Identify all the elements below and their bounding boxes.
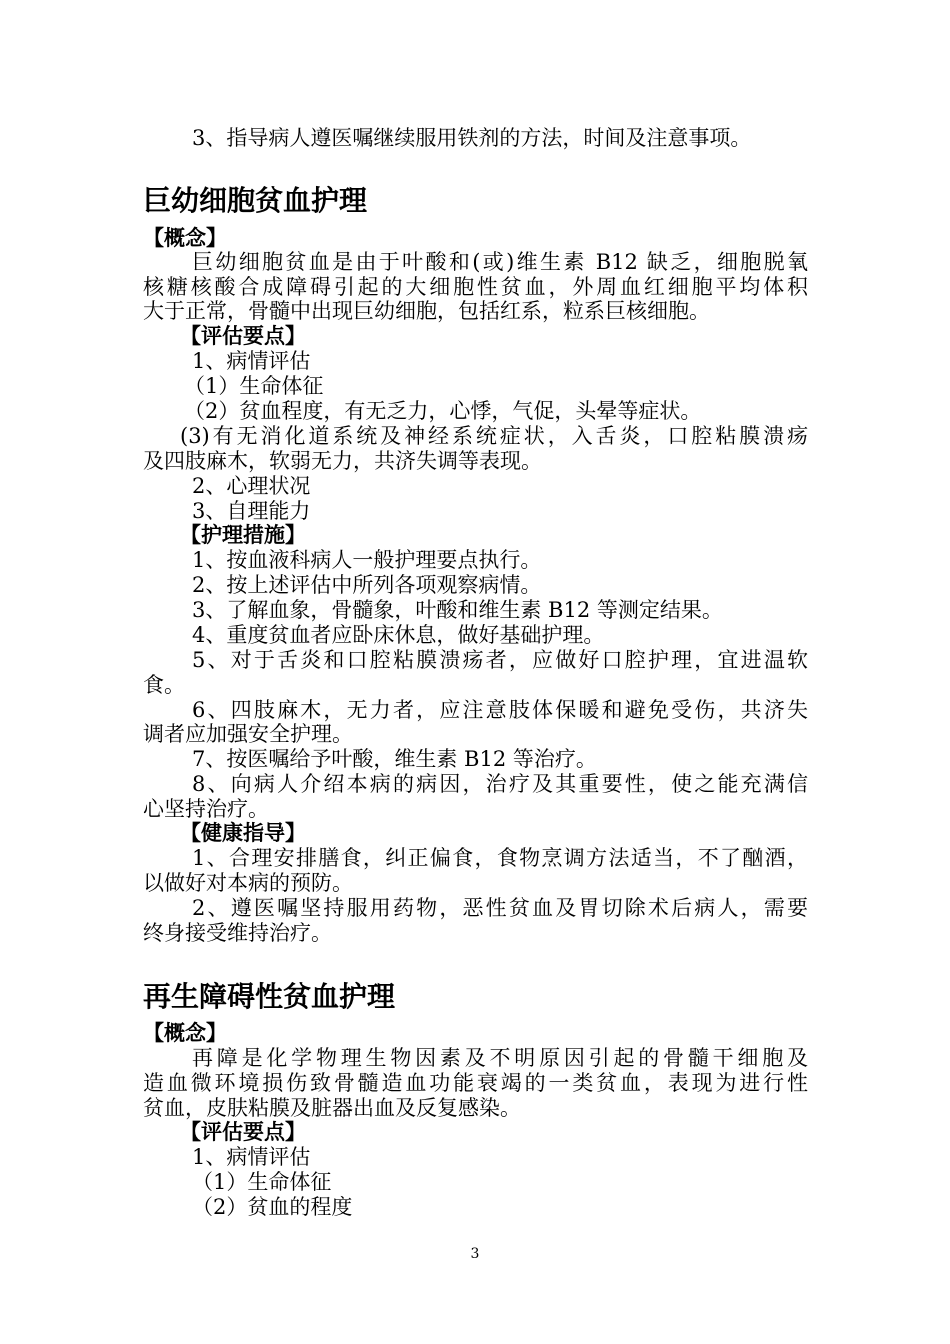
paragraph-line: 心坚持治疗。 bbox=[143, 797, 269, 821]
paragraph-line: （2）贫血程度，有无乏力，心悸，气促，头晕等症状。 bbox=[184, 399, 702, 423]
paragraph-line: 2、心理状况 bbox=[192, 474, 311, 498]
paragraph-line: 及四肢麻木，软弱无力，共济失调等表现。 bbox=[143, 449, 542, 473]
paragraph-line: 3、了解血象，骨髓象，叶酸和维生素 B12 等测定结果。 bbox=[192, 598, 723, 622]
paragraph-line: （1）生命体征 bbox=[192, 1170, 332, 1194]
paragraph-line: 3、自理能力 bbox=[192, 499, 311, 523]
paragraph-line: 终身接受维持治疗。 bbox=[143, 921, 332, 945]
paragraph-line: 造血微环境损伤致骨髓造血功能衰竭的一类贫血，表现为进行性 bbox=[143, 1071, 808, 1095]
paragraph-line: 7、按医嘱给予叶酸，维生素 B12 等治疗。 bbox=[192, 747, 597, 771]
paragraph-line: 核糖核酸合成障碍引起的大细胞性贫血，外周血红细胞平均体积 bbox=[143, 275, 808, 299]
subsection-label: 【评估要点】 bbox=[180, 324, 306, 348]
paragraph-line: 1、病情评估 bbox=[192, 1145, 311, 1169]
paragraph-line: 1、按血液科病人一般护理要点执行。 bbox=[192, 548, 542, 572]
section-heading: 再生障碍性贫血护理 bbox=[143, 980, 396, 1013]
section-heading: 巨幼细胞贫血护理 bbox=[143, 184, 368, 217]
paragraph-line: 1、病情评估 bbox=[192, 349, 311, 373]
page-number: 3 bbox=[470, 1246, 480, 1262]
paragraph-line: 大于正常，骨髓中出现巨幼细胞，包括红系，粒系巨核细胞。 bbox=[143, 299, 710, 323]
subsection-label: 【护理措施】 bbox=[180, 523, 306, 547]
paragraph-line: (3)有无消化道系统及神经系统症状，入舌炎，口腔粘膜溃疡 bbox=[180, 424, 808, 448]
paragraph-line: 再障是化学物理生物因素及不明原因引起的骨髓干细胞及 bbox=[192, 1046, 808, 1070]
paragraph-line: （2）贫血的程度 bbox=[192, 1195, 353, 1219]
paragraph-line: 贫血，皮肤粘膜及脏器出血及反复感染。 bbox=[143, 1096, 521, 1120]
subsection-label: 【健康指导】 bbox=[180, 821, 306, 845]
paragraph-line: 3、指导病人遵医嘱继续服用铁剂的方法，时间及注意事项。 bbox=[192, 126, 752, 150]
paragraph-line: 食。 bbox=[143, 673, 185, 697]
paragraph-line: （1）生命体征 bbox=[184, 374, 324, 398]
paragraph-line: 2、按上述评估中所列各项观察病情。 bbox=[192, 573, 542, 597]
subsection-label: 【概念】 bbox=[143, 1021, 227, 1045]
paragraph-line: 8、向病人介绍本病的病因，治疗及其重要性，使之能充满信 bbox=[192, 772, 808, 796]
paragraph-line: 2、遵医嘱坚持服用药物，恶性贫血及胃切除术后病人，需要 bbox=[192, 896, 808, 920]
paragraph-line: 1、合理安排膳食，纠正偏食，食物烹调方法适当，不了酗酒， bbox=[192, 846, 808, 870]
paragraph-line: 6、四肢麻木，无力者，应注意肢体保暖和避免受伤，共济失 bbox=[192, 698, 808, 722]
paragraph-line: 巨幼细胞贫血是由于叶酸和(或)维生素 B12 缺乏，细胞脱氧 bbox=[192, 250, 808, 274]
subsection-label: 【概念】 bbox=[143, 226, 227, 250]
paragraph-line: 以做好对本病的预防。 bbox=[143, 871, 353, 895]
paragraph-line: 5、对于舌炎和口腔粘膜溃疡者，应做好口腔护理，宜进温软 bbox=[192, 648, 808, 672]
paragraph-line: 4、重度贫血者应卧床休息，做好基础护理。 bbox=[192, 623, 605, 647]
paragraph-line: 调者应加强安全护理。 bbox=[143, 722, 353, 746]
subsection-label: 【评估要点】 bbox=[180, 1120, 306, 1144]
